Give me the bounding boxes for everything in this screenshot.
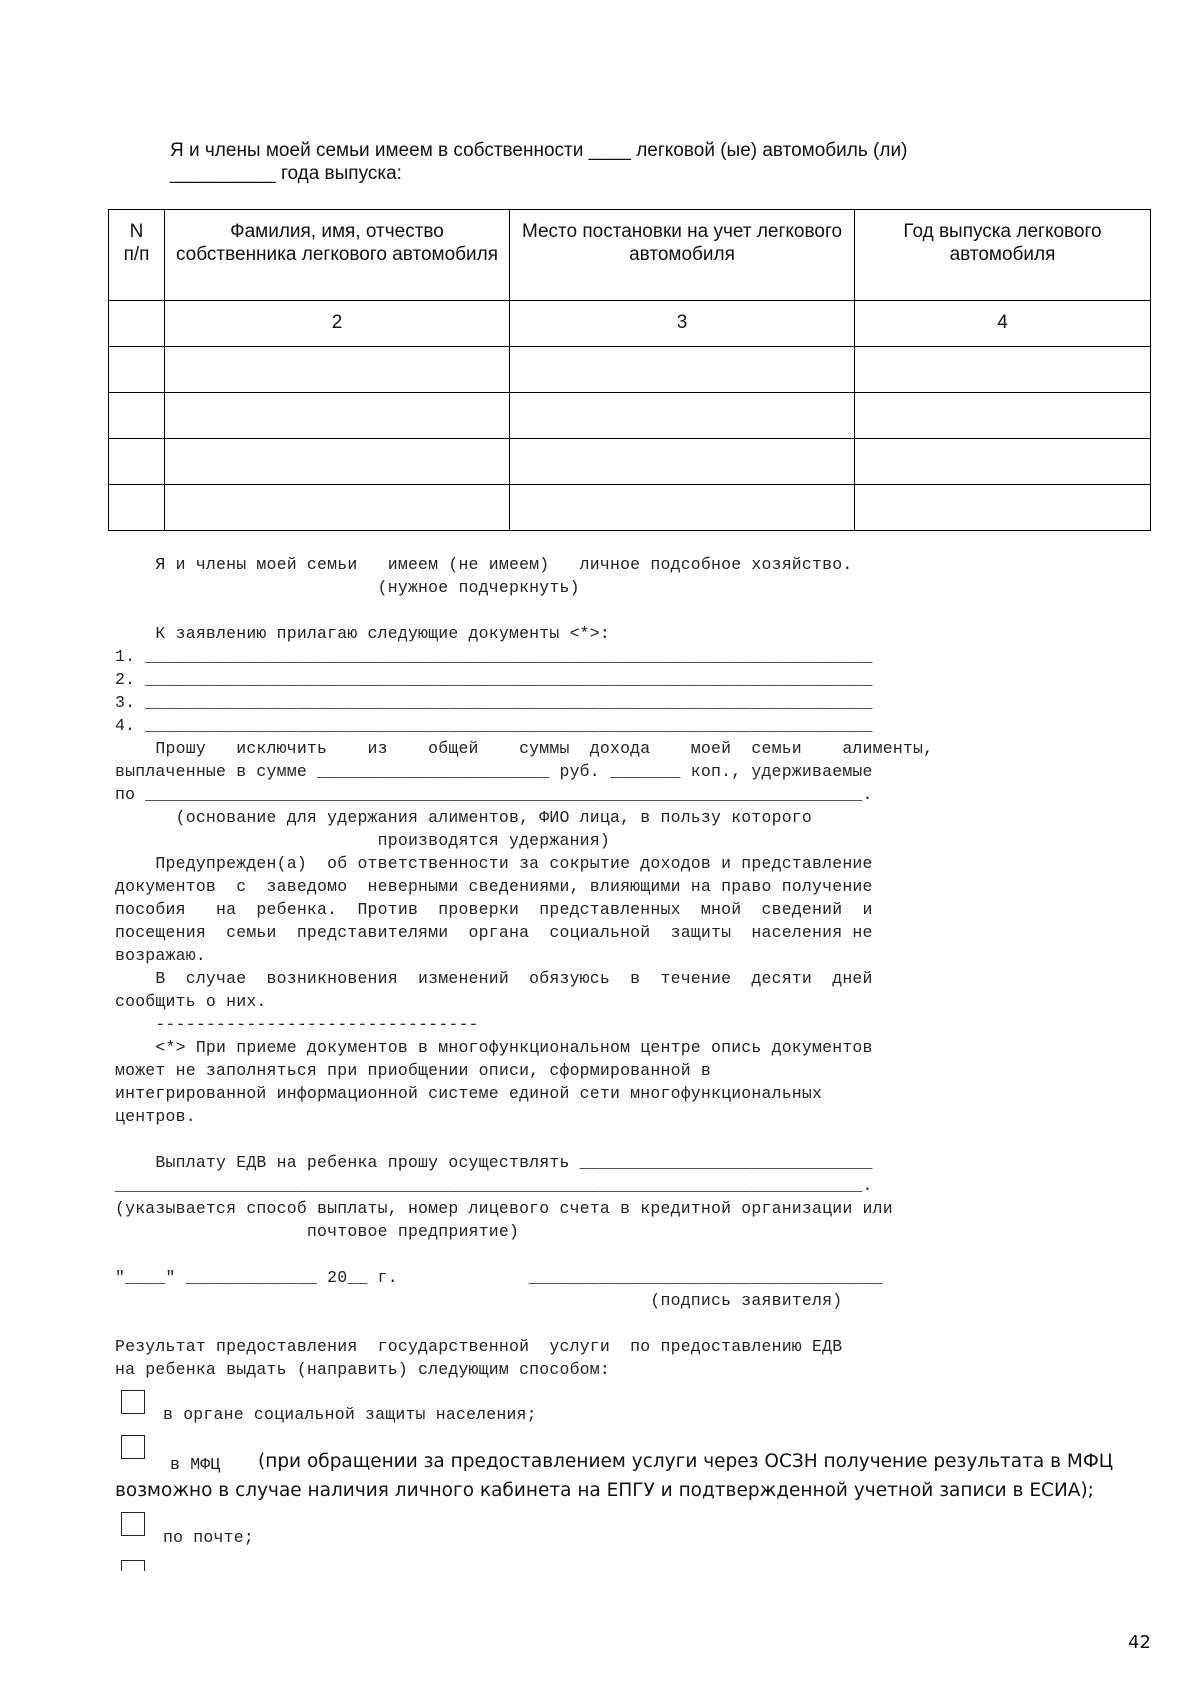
table-cell[interactable] [109, 439, 165, 485]
documents-title: К заявлению прилагаю следующие документы <*>: [115, 624, 610, 643]
intro-line-2: __________ года выпуска: [170, 163, 402, 184]
table-cell[interactable] [165, 393, 510, 439]
payment-hint: (указывается способ выплаты, номер лицевого счета в кредитной организации или [115, 1199, 893, 1218]
table-cell[interactable] [165, 347, 510, 393]
payment-hint: почтовое предприятие) [115, 1222, 520, 1241]
checkbox-social-protection[interactable] [121, 1390, 145, 1414]
table-cell[interactable] [109, 393, 165, 439]
body-line: возражаю. [115, 946, 206, 965]
header-number: N п/п [109, 210, 165, 301]
table-numbering-row [109, 301, 1151, 347]
document-item-4[interactable]: 4. ________________________________________________________________________ [115, 716, 873, 735]
result-line: Результат предоставления государственной услуги по предоставлению ЕДВ [115, 1337, 843, 1356]
option-mfc-text-1: (при обращении за предоставлением услуги через ОСЗН получение результата в МФЦ [258, 1451, 1114, 1472]
table-cell: 4 [855, 301, 1151, 347]
result-line: на ребенка выдать (направить) следующим способом: [115, 1360, 610, 1379]
body-line: выплаченные в сумме _______________________ руб. _______ коп., удерживаемые [115, 762, 873, 781]
footnote-line: интегрированной информационной системе единой сети многофункциональных [115, 1084, 823, 1103]
page-number: 42 [1128, 1632, 1151, 1653]
household-line-2: (нужное подчеркнуть) [115, 578, 580, 597]
option-post: по почте; [163, 1528, 254, 1547]
body-line: пособия на ребенка. Против проверки представленных мной сведений и [115, 900, 873, 919]
footnote-line: может не заполняться при приобщении описи, сформированной в [115, 1061, 711, 1080]
option-social-protection: в органе социальной защиты населения; [163, 1405, 537, 1424]
document-item-1[interactable]: 1. ________________________________________________________________________ [115, 647, 873, 666]
table-header-row [109, 210, 1151, 301]
header-owner-name: Фамилия, имя, отчество собственника легкового автомобиля [165, 210, 510, 301]
table-row [109, 393, 1151, 439]
table-cell: 3 [510, 301, 855, 347]
table-cell: 2 [165, 301, 510, 347]
body-line: производятся удержания) [115, 831, 610, 850]
household-line-1: Я и члены моей семьи имеем (не имеем) личное подсобное хозяйство. [115, 555, 853, 574]
table-cell[interactable] [510, 485, 855, 531]
footnote-separator: -------------------------------- [115, 1015, 479, 1034]
header-registration-place: Место постановки на учет легкового автомобиля [510, 210, 855, 301]
table-cell[interactable] [510, 347, 855, 393]
footnote-line: центров. [115, 1107, 196, 1126]
table-cell[interactable] [165, 485, 510, 531]
vehicles-table [108, 209, 1151, 531]
footnote-line: <*> При приеме документов в многофункциональном центре опись документов [115, 1038, 873, 1057]
table-row [109, 485, 1151, 531]
body-line: сообщить о них. [115, 992, 267, 1011]
checkbox-post[interactable] [121, 1512, 145, 1536]
table-cell[interactable] [109, 485, 165, 531]
checkbox-mfc[interactable] [121, 1435, 145, 1459]
table-cell[interactable] [855, 485, 1151, 531]
body-line: документов с заведомо неверными сведениями, влияющими на право получение [115, 877, 873, 896]
table-cell[interactable] [855, 439, 1151, 485]
body-line: Прошу исключить из общей суммы дохода моей семьи алименты, [115, 739, 934, 758]
body-line: (основание для удержания алиментов, ФИО лица, в пользу которого [115, 808, 813, 827]
option-mfc-text-2: возможно в случае наличия личного кабинета на ЕПГУ и подтвержденной учетной записи в ЕСИА); [115, 1480, 1094, 1501]
payment-line[interactable]: Выплату ЕДВ на ребенка прошу осуществлять _____________________________ [115, 1153, 873, 1172]
table-cell[interactable] [510, 393, 855, 439]
date-signature-line[interactable]: "____" _____________ 20__ г. ___________________________________ [115, 1268, 883, 1287]
table-row [109, 347, 1151, 393]
body-line: посещения семьи представителями органа социальной защиты населения не [115, 923, 873, 942]
option-mfc-label: в МФЦ [170, 1455, 221, 1474]
body-line: В случае возникновения изменений обязуюсь в течение десяти дней [115, 969, 873, 988]
body-line: Предупрежден(а) об ответственности за сокрытие доходов и представление [115, 854, 873, 873]
table-row [109, 439, 1151, 485]
document-item-2[interactable]: 2. ________________________________________________________________________ [115, 670, 873, 689]
table-cell[interactable] [510, 439, 855, 485]
payment-line[interactable]: __________________________________________________________________________. [115, 1176, 873, 1195]
signature-hint: (подпись заявителя) [115, 1291, 843, 1310]
document-item-3[interactable]: 3. ________________________________________________________________________ [115, 693, 873, 712]
table-cell[interactable] [165, 439, 510, 485]
table-cell[interactable] [855, 347, 1151, 393]
table-cell [109, 301, 165, 347]
table-cell[interactable] [855, 393, 1151, 439]
body-line: по _______________________________________________________________________. [115, 785, 873, 804]
checkbox-partial[interactable] [121, 1560, 145, 1571]
table-cell[interactable] [109, 347, 165, 393]
intro-line-1: Я и члены моей семьи имеем в собственности ____ легковой (ые) автомобиль (ли) [170, 140, 908, 161]
header-year: Год выпуска легкового автомобиля [855, 210, 1151, 301]
